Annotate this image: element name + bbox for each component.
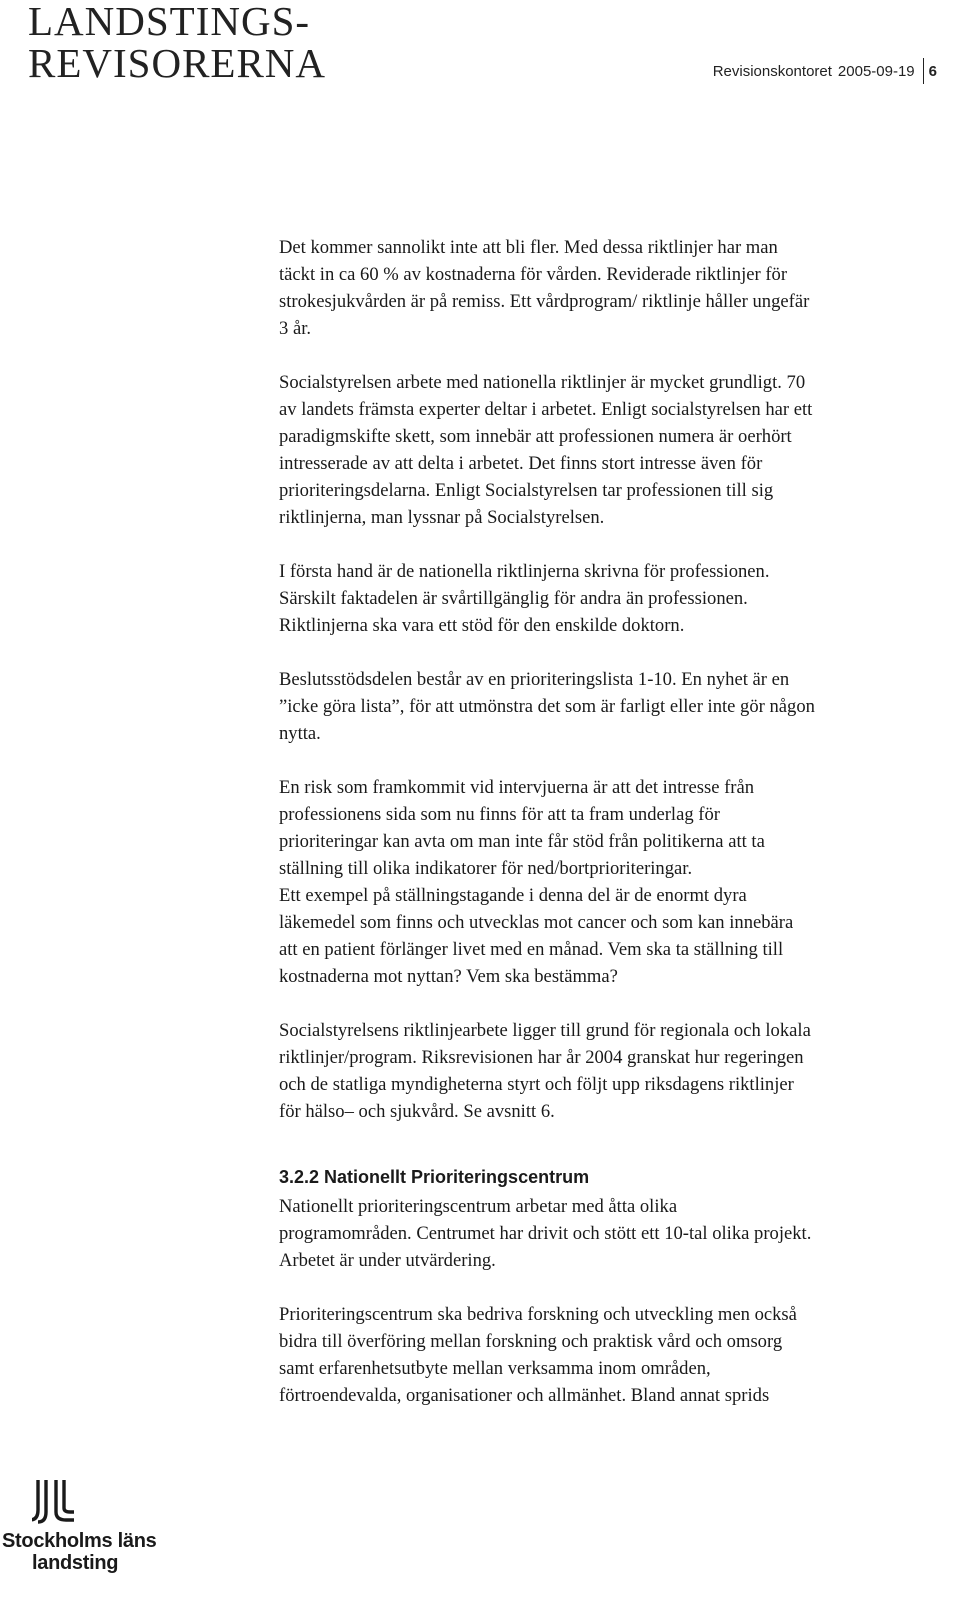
paragraph-6: Socialstyrelsens riktlinjearbete ligger till grund för regionala och lokala riktlinjer/program. Riksrevisionen har år 2004 granskat hur regeringen och de statliga myndigheterna styrt och följt upp riksdagens riktlinjer för hälso– och sjukvård. Se avsnitt 6. — [279, 1020, 811, 1122]
office-name: Revisionskontoret — [712, 63, 832, 80]
paragraph-3: I första hand är de nationella riktlinjerna skrivna för professionen. Särskilt faktadelen är svårtillgänglig för andra än professionen. Riktlinjerna ska vara ett stöd för den enskilde doktorn. — [279, 561, 770, 636]
section-paragraph-1: Nationellt prioriteringscentrum arbetar med åtta olika programområden. Centrumet har drivit och stött ett 10-tal olika projekt. Arbetet är under utvärdering. — [279, 1196, 812, 1271]
logo-text-line2: landsting — [32, 1552, 119, 1574]
header-meta — [713, 58, 937, 80]
organization-logo — [0, 1478, 160, 1590]
header-divider — [923, 58, 924, 84]
org-title — [28, 0, 326, 84]
sll-logo-mark-icon — [32, 1478, 76, 1526]
org-title-line1: LANDSTINGS- — [28, 0, 311, 44]
org-title-line2: REVISORERNA — [28, 40, 327, 86]
section-heading: 3.2.2 Nationellt Prioriteringscentrum — [279, 1167, 590, 1187]
document-body — [279, 234, 949, 1409]
page-number: 6 — [928, 63, 937, 80]
section-paragraph-2: Prioriteringscentrum ska bedriva forskning och utveckling men också bidra till överföring mellan forskning och praktisk vård och omsorg samt erfarenhetsutbyte mellan verksamma inom områden, förtroendevalda, organisationer och allmänhet. Bland annat sprids — [279, 1304, 797, 1406]
logo-text-line1: Stockholms läns — [2, 1530, 157, 1552]
document-date: 2005-09-19 — [837, 63, 915, 80]
paragraph-1: Det kommer sannolikt inte att bli fler. Med dessa riktlinjer har man täckt in ca 60 % av kostnaderna för vården. Reviderade riktlinjer för strokesjukvården är på remiss. Ett vårdprogram/ riktlinje håller ungefär 3 år. — [279, 237, 810, 339]
paragraph-2: Socialstyrelsen arbete med nationella riktlinjer är mycket grundligt. 70 av landets främsta experter deltar i arbetet. Enligt socialstyrelsen har ett paradigmskifte skett, som innebär att professionen numera är oerhört intresserade av att delta i arbetet. Det finns stort intresse även för prioriteringsdelarna. Enligt Socialstyrelsen tar professionen till sig riktlinjerna, man lyssnar på Socialstyrelsen. — [279, 372, 813, 528]
paragraph-5: En risk som framkommit vid intervjuerna är att det intresse från professionens sida som nu finns för att ta fram underlag för prioriteringar kan avta om man inte får stöd från politikerna att ta ställning till olika indikatorer för ned/bortprioriteringar. Ett exempel på ställningstagande i denna del är de enormt dyra läkemedel som finns och utvecklas mot cancer och som kan innebära att en patient förlänger livet med en månad. Vem ska ta ställning till kostnaderna mot nyttan? Vem ska bestämma? — [279, 777, 794, 987]
paragraph-4: Beslutsstödsdelen består av en prioriteringslista 1-10. En nyhet är en ”icke göra lista”, för att utmönstra det som är farligt eller inte gör någon nytta. — [279, 669, 815, 744]
